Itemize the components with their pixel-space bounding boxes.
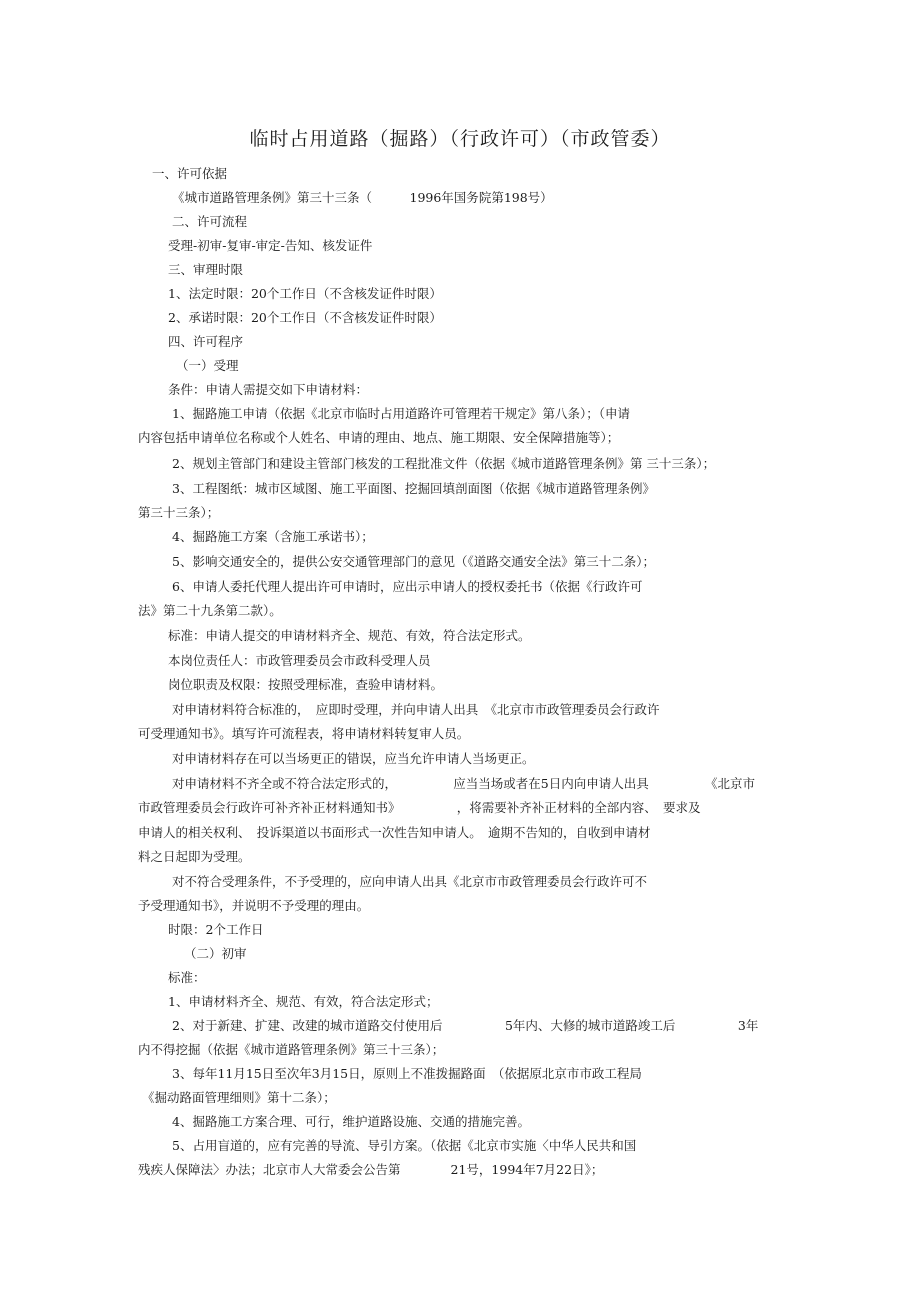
text-line: 3、工程图纸：城市区域图、施工平面图、挖掘回填剖面图（依据《城市道路管理条例》	[172, 481, 655, 496]
text-line: 受理-初审-复审-审定-告知、核发证件	[168, 238, 373, 253]
text-line: 《掘动路面管理细则》第十二条）；	[142, 1090, 336, 1105]
text-line: 对不符合受理条件，不予受理的，应向申请人出具《北京市市政管理委员会行政许可不	[172, 874, 648, 889]
text-line: 第三十三条）；	[138, 505, 220, 520]
text-line: 内容包括申请单位名称或个人姓名、申请的理由、地点、施工期限、安全保障措施等）；	[138, 430, 620, 445]
text-line: 对申请材料存在可以当场更正的错误，应当允许申请人当场更正。	[172, 751, 535, 766]
text-line: 1、申请材料齐全、规范、有效，符合法定形式；	[168, 994, 439, 1009]
text-line: 1、法定时限：20个工作日（不含核发证件时限）	[168, 286, 442, 301]
text-line: 5、影响交通安全的，提供公安交通管理部门的意见（《道路交通安全法》第三十二条）；	[172, 554, 655, 569]
text-line: 1、掘路施工申请（依据《北京市临时占用道路许可管理若干规定》第八条）；（申请	[172, 406, 630, 421]
text-line: 本岗位责任人：市政管理委员会市政科受理人员	[168, 653, 431, 668]
text-line: 对申请材料不齐全或不符合法定形式的， 应当当场或者在5日内向申请人出具 《北京市	[172, 776, 755, 791]
text-line: 对申请材料符合标准的， 应即时受理，并向申请人出具 《北京市市政管理委员会行政许	[172, 702, 660, 717]
text-line: 时限：2个工作日	[168, 922, 264, 937]
text-line: 4、掘路施工方案合理、可行，维护道路设施、交通的措施完善。	[172, 1114, 530, 1129]
text-line: 申请人的相关权利、 投诉渠道以书面形式一次性告知申请人。 逾期不告知的，自收到申请材	[138, 825, 651, 840]
text-line: 2、规划主管部门和建设主管部门核发的工程批准文件（依据《城市道路管理条例》第 三十三条）；	[172, 456, 716, 471]
section-heading: 二、许可流程	[172, 214, 248, 229]
text-line: 标准：申请人提交的申请材料齐全、规范、有效，符合法定形式。	[168, 628, 531, 643]
text-line: 予受理通知书》，并说明不予受理的理由。	[138, 898, 370, 913]
document-title: 临时占用道路（掘路）（行政许可）（市政管委）	[249, 128, 671, 150]
text-line: 6、申请人委托代理人提出许可申请时，应出示申请人的授权委托书（依据《行政许可	[172, 579, 643, 594]
text-line: 内不得挖掘（依据《城市道路管理条例》第三十三条）；	[138, 1042, 445, 1057]
text-line: 4、掘路施工方案（含施工承诺书）；	[172, 529, 374, 544]
text-line: 法》第二十九条第二款）。	[138, 603, 282, 618]
subsection-heading: （一）受理	[176, 358, 239, 373]
text-line: 2、对于新建、扩建、改建的城市道路交付使用后 5年内、大修的城市道路竣工后 3年	[172, 1018, 759, 1033]
text-line: 残疾人保障法〉办法；北京市人大常委会公告第 21号，1994年7月22日》；	[138, 1162, 604, 1177]
text-line: 3、每年11月15日至次年3月15日，原则上不准拨掘路面 （依据原北京市市政工程局	[172, 1066, 642, 1081]
text-line: 标准：	[168, 970, 206, 985]
text-line: 市政管理委员会行政许可补齐补正材料通知书》 ，将需要补齐补正材料的全部内容、 要求及	[138, 800, 701, 815]
text-line: 岗位职责及权限：按照受理标准，查验申请材料。	[168, 677, 444, 692]
section-heading: 四、许可程序	[168, 334, 244, 349]
text-line: 2、承诺时限：20个工作日（不含核发证件时限）	[168, 310, 442, 325]
section-heading: 三、审理时限	[168, 262, 244, 277]
text-line: 料之日起即为受理。	[138, 849, 251, 864]
text-line: 5、占用盲道的，应有完善的导流、导引方案。（依据《北京市实施〈中华人民共和国	[172, 1138, 637, 1153]
text-line: 可受理通知书》。填写许可流程表，将申请材料转复审人员。	[138, 726, 470, 741]
section-heading: 一、许可依据	[152, 166, 228, 181]
subsection-heading: （二）初审	[184, 946, 247, 961]
text-line: 《城市道路管理条例》第三十三条（ 1996年国务院第198号）	[172, 190, 553, 205]
text-line: 条件：申请人需提交如下申请材料：	[168, 382, 369, 397]
